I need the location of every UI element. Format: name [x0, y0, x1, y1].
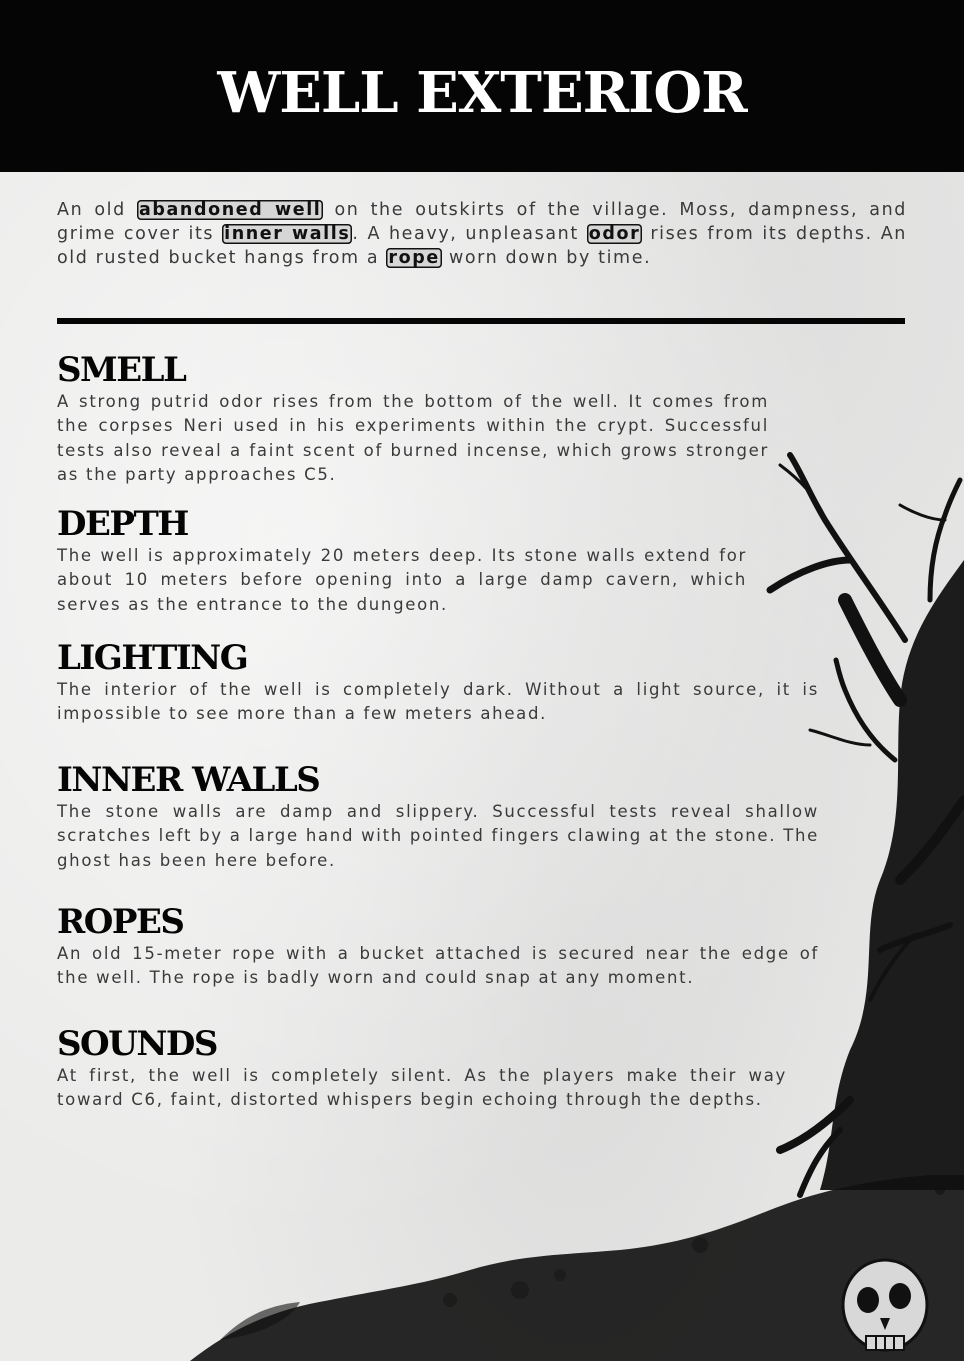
- section-heading: INNER WALLS: [57, 760, 320, 800]
- section-heading: SOUNDS: [57, 1024, 217, 1064]
- section-text: A strong putrid odor rises from the bottom of the well. It comes from the corpses Neri used in his experiments within the crypt. Successful tests also reveal a faint scent of burned incense, which grows stronger as the party approaches C5.: [57, 392, 769, 484]
- section-heading: LIGHTING: [57, 638, 248, 678]
- section-text: The interior of the well is completely dark. Without a light source, it is impossible to see more than a few meters ahead.: [57, 680, 819, 724]
- divider: [57, 318, 905, 324]
- keyword-abandoned-well: abandoned well: [138, 200, 322, 220]
- section-lighting: [57, 638, 819, 727]
- section-text: The stone walls are damp and slippery. Successful tests reveal shallow scratches left by a large hand with pointed fingers clawing at the stone. The ghost has been here before.: [57, 802, 819, 870]
- intro-paragraph: [57, 198, 907, 270]
- intro-text: An old: [57, 200, 137, 220]
- section-heading: SMELL: [57, 350, 186, 390]
- section-heading: DEPTH: [57, 504, 188, 544]
- section-inner-walls: [57, 760, 819, 873]
- section-depth: [57, 504, 747, 617]
- intro-text: on the outskirts of the village. Moss, dampness, and grime cover its: [57, 200, 907, 244]
- keyword-rope: rope: [388, 248, 440, 268]
- section-sounds: [57, 1024, 787, 1113]
- keyword-inner-walls: inner walls: [224, 224, 351, 244]
- page-title: WELL EXTERIOR: [217, 60, 747, 126]
- intro-text: . A heavy, unpleasant: [352, 224, 587, 244]
- keyword-odor: odor: [588, 224, 641, 244]
- intro-text: worn down by time.: [441, 248, 652, 268]
- section-text: The well is approximately 20 meters deep. Its stone walls extend for about 10 meters before opening into a large damp cavern, which serves as the entrance to the dungeon.: [57, 546, 747, 614]
- section-ropes: [57, 902, 819, 991]
- section-text: An old 15-meter rope with a bucket attached is secured near the edge of the well. The rope is badly worn and could snap at any moment.: [57, 944, 819, 988]
- intro-text: rises from its depths. An old rusted bucket hangs from a: [57, 224, 908, 268]
- section-text: At first, the well is completely silent. As the players make their way toward C6, faint, distorted whispers begin echoing through the depths.: [57, 1066, 787, 1110]
- section-smell: [57, 350, 769, 487]
- section-heading: ROPES: [57, 902, 184, 942]
